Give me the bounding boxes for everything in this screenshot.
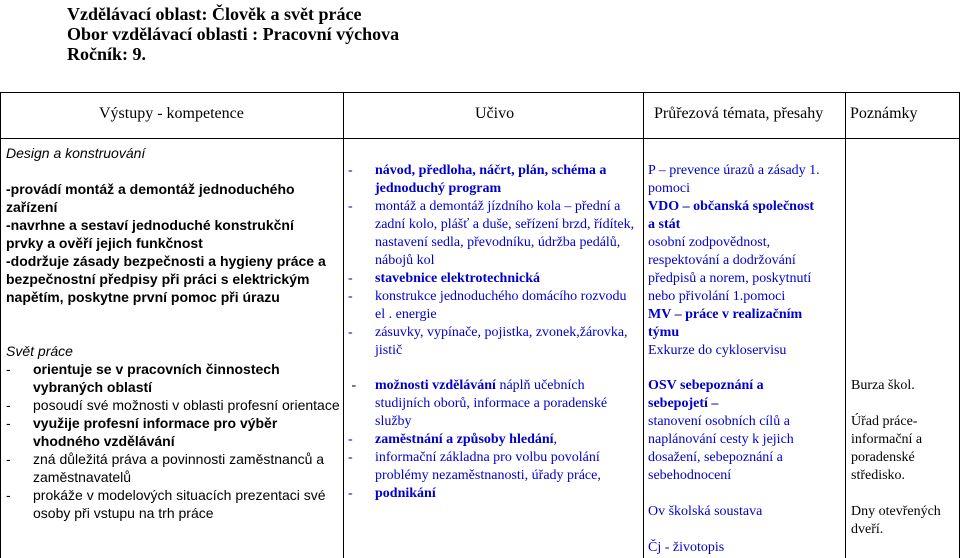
content-head-bold: možnosti vzdělávání [375, 378, 496, 393]
table-left-border [0, 92, 1, 558]
content-item [348, 324, 640, 360]
outputs-list-design [6, 180, 341, 306]
output-text: posoudí své možnosti v oblasti profesní orientace [33, 397, 340, 413]
subject-field-title: Obor vzdělávací oblasti : Pracovní výchova [67, 24, 400, 44]
crosscutting-line: a stát [648, 217, 681, 232]
dash-marker: - [6, 397, 11, 413]
dash-marker: - [348, 432, 353, 447]
content-bold: zaměstnání a způsoby hledání [375, 432, 554, 447]
content-list-work: - možnosti vzdělávání náplň učebních studijních oborů, informace a poradenské služby - zaměstnání a způsoby hledání, - informační základna pro volbu povolání problémy nezaměstnanosti, úřady práce, - podnikání [348, 377, 640, 503]
section-title-work: Svět práce [6, 343, 73, 359]
crosscutting-line: naplánování cesty k jejich [648, 432, 794, 447]
section-title-design: Design a konstruování [6, 145, 146, 161]
content-text: konstrukce jednoduchého domácího rozvodu el . energie [375, 289, 627, 322]
crosscutting-line: P – prevence úrazů a zásady 1. [648, 163, 820, 178]
content-item [348, 162, 640, 198]
output-item [6, 414, 341, 450]
crosscutting-list-design [648, 162, 848, 360]
crosscutting-line: nebo přivolání 1.pomoci [648, 289, 786, 304]
crosscutting-line: OSV sebepoznání a [648, 378, 764, 393]
outputs-cell [6, 144, 341, 522]
crosscutting-line: MV – práce v realizačním [648, 307, 803, 322]
dash-marker: - [348, 199, 353, 214]
output-line: -provádí montáž a demontáž jednoduchého [6, 181, 295, 197]
crosscutting-line: VDO – občanská společnost [648, 199, 815, 214]
output-line: bezpečnostní předpisy při práci s elektrickým [6, 271, 310, 287]
output-item [6, 486, 341, 522]
crosscutting-line: dosažení, sebepoznání a [648, 450, 783, 465]
output-item [6, 360, 341, 396]
grade-title: Ročník: 9. [67, 44, 147, 64]
dash-marker: - [348, 271, 353, 286]
output-line: zařízení [6, 199, 58, 215]
dash-marker: - [6, 451, 11, 467]
output-text: využije profesní informace pro výběr vhodného vzdělávání [33, 415, 278, 449]
content-text: zásuvky, vypínače, pojistka, zvonek,žárovka, jistič [375, 325, 628, 358]
outputs-list-work [6, 360, 341, 522]
content-head-rest: náplň učebních studijních oborů, informace a poradenské služby [375, 378, 608, 429]
header-row-border [0, 138, 960, 139]
output-item [6, 396, 341, 414]
content-item [348, 431, 640, 449]
content-bold: podnikání [375, 486, 436, 501]
content-item [348, 270, 640, 288]
dash-marker: - [348, 289, 353, 304]
dash-marker: - [348, 486, 353, 501]
crosscutting-extra-1: Ov školská soustava [648, 504, 763, 519]
subject-area-title: Vzdělávací oblast: Člověk a svět práce [67, 4, 362, 24]
output-line: napětím, poskytne první pomoc při úrazu [6, 289, 280, 305]
output-text: zná důležitá práva a povinnosti zaměstnanců a zaměstnavatelů [33, 451, 325, 485]
crosscutting-line: týmu [648, 325, 680, 340]
crosscutting-line: sebepojetí – [648, 396, 719, 411]
crosscutting-line: předpisů a norem, poskytnutí [648, 271, 812, 286]
content-rest: , [553, 432, 558, 447]
content-text: montáž a demontáž jízdního kola – přední a zadní kolo, plášť a duše, seřízení brzd, řídítek, nastavení sedla, převodníku, údržba pedálů, nábojů kol [375, 199, 635, 268]
crosscutting-line: respektování a dodržování [648, 253, 796, 268]
col-divider-2 [643, 92, 644, 558]
dash-marker: - [348, 163, 353, 178]
note-1: Burza škol. [851, 378, 915, 393]
crosscutting-line: sebehodnocení [648, 468, 732, 483]
column-header-content: Učivo [475, 105, 515, 122]
dash-marker: - [6, 487, 11, 503]
output-item [6, 450, 341, 486]
column-header-outputs: Výstupy - kompetence [99, 105, 244, 122]
crosscutting-line: stanovení osobních cílů a [648, 414, 790, 429]
dash-marker: - [6, 415, 11, 431]
content-text: stavebnice elektrotechnická [375, 271, 540, 286]
output-text: orientuje se v pracovních činnostech vybraných oblastí [33, 361, 280, 395]
content-item [348, 449, 640, 485]
output-line: -navrhne a sestaví jednoduché konstrukční [6, 217, 294, 233]
dash-marker: - [348, 450, 353, 465]
crosscutting-list-work [648, 377, 848, 557]
notes-list [851, 377, 959, 539]
crosscutting-line: pomoci [648, 181, 690, 196]
content-list-design [348, 162, 640, 360]
note-2: Úřad práce-informační a poradenské středisko. [851, 414, 923, 483]
content-rest: informační základna pro volbu povolání problémy nezaměstnanosti, úřady práce, [375, 450, 601, 483]
crosscutting-line: osobní zodpovědnost, [648, 235, 771, 250]
table-top-border [0, 92, 960, 93]
crosscutting-line: Exkurze do cykloservisu [648, 343, 787, 358]
content-text: návod, předloha, náčrt, plán, schéma a jednoduchý program [375, 163, 607, 196]
col-divider-1 [343, 92, 344, 558]
note-3: Dny otevřených dveří. [851, 504, 941, 537]
content-item [348, 288, 640, 324]
output-text: prokáže v modelových situacích prezentaci své osoby při vstupu na trh práce [33, 487, 326, 521]
content-item [348, 485, 640, 503]
output-line: -dodržuje zásady bezpečnosti a hygieny práce a [6, 253, 326, 269]
output-line: prvky a ověří jejich funkčnost [6, 235, 203, 251]
content-item [348, 198, 640, 270]
crosscutting-extra-2: Čj - životopis [648, 540, 725, 555]
dash-marker: - [6, 361, 11, 377]
column-header-crosscutting: Průřezová témata, přesahy [654, 105, 824, 122]
dash-marker: - [348, 325, 353, 340]
column-header-notes: Poznámky [850, 105, 918, 122]
